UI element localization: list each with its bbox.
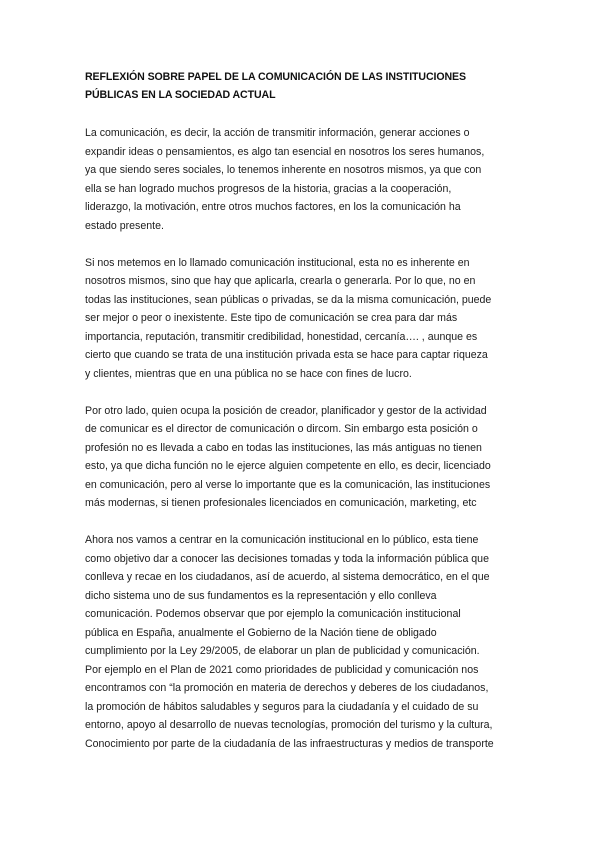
paragraph-line: Por otro lado, quien ocupa la posición de creador, planificador y gestor de la actividad (85, 404, 487, 417)
paragraph-line: Ahora nos vamos a centrar en la comunicación institucional en lo público, esta tiene (85, 534, 479, 546)
title-line: PÚBLICAS EN LA SOCIEDAD ACTUAL (85, 89, 276, 101)
paragraph-line: encontramos con “la promoción en materia de derechos y deberes de los ciudadanos, (85, 682, 489, 694)
paragraph-line: liderazgo, la motivación, entre otros muchos factores, en los la comunicación ha (85, 201, 461, 213)
paragraph-line: en comunicación, pero al verse lo importante que es la comunicación, las instituciones (85, 478, 491, 491)
paragraph-line: La comunicación, es decir, la acción de transmitir información, generar acciones o (85, 127, 470, 139)
paragraph-line: ella se han logrado muchos progresos de la historia, gracias a la cooperación, (85, 182, 452, 195)
paragraph-line: más modernas, si tienen profesionales licenciados en comunicación, marketing, etc (85, 497, 477, 509)
document-title (85, 68, 517, 104)
paragraph-line: cumplimiento por la Ley 29/2005, de elaborar un plan de publicidad y comunicación. (85, 645, 480, 657)
paragraph-1 (85, 124, 517, 235)
paragraph-line: estado presente. (85, 219, 164, 232)
title-line: REFLEXIÓN SOBRE PAPEL DE LA COMUNICACIÓN DE LAS INSTITUCIONES (85, 71, 466, 83)
paragraph-line: esto, ya que dicha función no le ejerce alguien competente en ello, es decir, licenciado (85, 460, 491, 472)
paragraph-2 (85, 254, 517, 384)
paragraph-line: comunicación. Podemos observar que por ejemplo la comunicación institucional (85, 608, 461, 620)
paragraph-line: Por ejemplo en el Plan de 2021 como prioridades de publicidad y comunicación nos (85, 663, 479, 676)
paragraph-line: cierto que cuando se trata de una institución privada esta se hace para captar riqueza (85, 349, 488, 361)
paragraph-line: importancia, reputación, transmitir credibilidad, honestidad, cercanía…. , aunque es (85, 330, 478, 343)
paragraph-line: la promoción de hábitos saludables y seguros para la ciudadanía y el cuidado de su (85, 700, 479, 713)
paragraph-line: ser mejor o peor o inexistente. Este tipo de comunicación se crea para dar más (85, 312, 458, 324)
paragraph-line: y clientes, mientras que en una pública no se hace con fines de lucro. (85, 367, 412, 380)
paragraph-3 (85, 402, 517, 513)
document-body (85, 68, 517, 753)
paragraph-line: expandir ideas o pensamientos, es algo tan esencial en nosotros los seres humanos, (85, 145, 485, 158)
paragraph-4 (85, 531, 517, 753)
paragraph-line: como objetivo dar a conocer las decisiones tomadas y toda la información pública que (85, 552, 489, 565)
paragraph-line: todas las instituciones, sean públicas o privadas, se da la misma comunicación, puede (85, 293, 492, 306)
paragraph-line: entorno, apoyo al desarrollo de nuevas tecnologías, promoción del turismo y la cultura, (85, 719, 493, 731)
paragraph-line: profesión no es llevada a cabo en todas las instituciones, las más antiguas no tienen (85, 441, 482, 454)
paragraph-line: Conocimiento por parte de la ciudadanía de las infraestructuras y medios de transporte (85, 737, 494, 750)
paragraph-line: pública en España, anualmente el Gobierno de la Nación tiene de obligado (85, 626, 437, 639)
paragraph-line: nosotros mismos, sino que hay que aplicarla, crearla o generarla. Por lo que, no en (85, 275, 476, 287)
paragraph-line: conlleva y recae en los ciudadanos, así de acuerdo, al sistema democrático, en el que (85, 571, 490, 583)
paragraph-line: dicho sistema uno de sus fundamentos es la representación y ello conlleva (85, 589, 437, 602)
paragraph-line: de comunicar es el director de comunicación o dircom. Sin embargo esta posición o (85, 423, 478, 435)
paragraph-line: Si nos metemos en lo llamado comunicación institucional, esta no es inherente en (85, 256, 470, 269)
paragraph-line: ya que siendo seres sociales, lo tenemos inherente en nosotros mismos, ya que con (85, 164, 482, 176)
